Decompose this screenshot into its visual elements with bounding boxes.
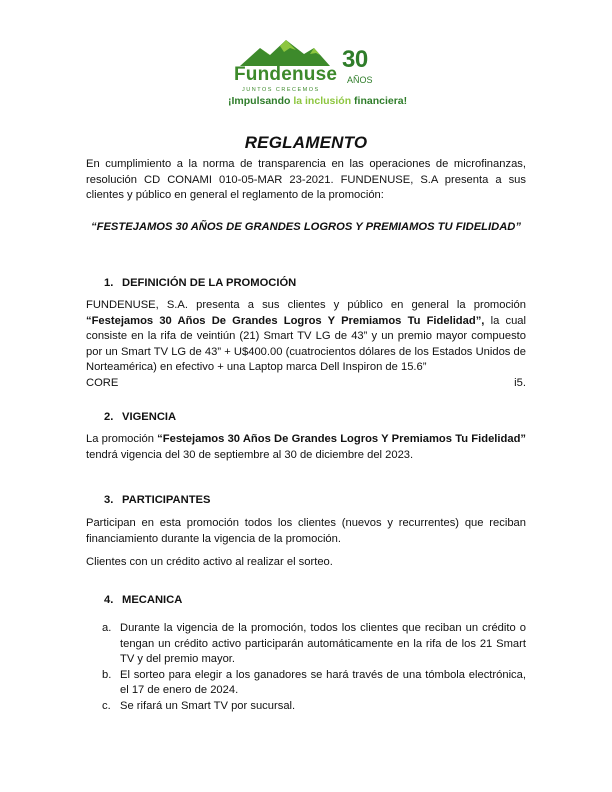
list-marker: c. (102, 699, 111, 712)
section-number: 3. (104, 494, 114, 506)
list-item (86, 699, 526, 715)
brand-name: Fundenuse (234, 64, 338, 85)
list-marker: a. (102, 622, 112, 634)
section-number: 4. (104, 594, 114, 606)
tagline (228, 95, 407, 107)
section-title: DEFINICIÓN DE LA PROMOCIÓN (122, 277, 297, 289)
paragraph-last-line (86, 376, 526, 392)
tagline-highlight: la inclusión (293, 95, 352, 107)
section-4-heading (104, 594, 182, 606)
tagline-pre: ¡Impulsando (228, 95, 294, 107)
section-1-paragraph (86, 298, 526, 391)
promo-title: “FESTEJAMOS 30 AÑOS DE GRANDES LOGROS Y PREMIAMOS TU FIDELIDAD” (91, 221, 521, 233)
section-title: MECANICA (122, 594, 183, 606)
list-item-text: Durante la vigencia de la promoción, todos los clientes que reciban un crédito o tengan un crédito activo participarán automáticamente en la rifa de los 21 Smart TV y del premio mayor. (120, 622, 526, 665)
section-1-heading (104, 277, 296, 289)
paragraph-text: CORE (86, 376, 119, 389)
paragraph-text: FUNDENUSE, S.A. presenta a sus clientes y público en general la promoción (86, 299, 526, 311)
list-marker: b. (102, 668, 112, 681)
promo-name-bold: “Festejamos 30 Años De Grandes Logros Y Premiamos Tu Fidelidad” (157, 433, 526, 445)
paragraph-text: i5. (514, 376, 526, 389)
tagline-post: financiera! (351, 95, 408, 107)
section-title: PARTICIPANTES (122, 494, 211, 506)
intro-paragraph: En cumplimiento a la norma de transparencia en las operaciones de microfinanzas, resolución CD CONAMI 010-05-MAR 23-2021. FUNDENUSE, S.A presenta a sus clientes y público en general el reglamento de la promoción: (86, 158, 526, 201)
section-number: 2. (104, 411, 114, 423)
section-2-paragraph (86, 432, 526, 463)
section-3-heading (104, 494, 210, 506)
page-title: REGLAMENTO (244, 133, 368, 152)
section-3-paragraph-2: Clientes con un crédito activo al realizar el sorteo. (86, 556, 333, 568)
list-item-text: El sorteo para elegir a los ganadores se hará través de una tómbola electrónica, el 17 de enero de 2024. (120, 668, 526, 696)
section-3-paragraph-1: Participan en esta promoción todos los clientes (nuevos y recurrentes) que reciban financiamiento durante la vigencia de la promoción. (86, 517, 526, 545)
brand-slogan: JUNTOS CRECEMOS (242, 87, 320, 93)
section-title: VIGENCIA (122, 411, 177, 423)
promo-name-bold: “Festejamos 30 Años De Grandes Logros Y Premiamos Tu Fidelidad”, (86, 314, 485, 327)
list-item (86, 668, 526, 699)
paragraph-text: La promoción (86, 433, 158, 445)
section-2-heading (104, 411, 176, 423)
section-number: 1. (104, 277, 114, 289)
paragraph-text: tendrá vigencia del 30 de septiembre al 30 de diciembre del 2023. (86, 448, 414, 461)
mountain-icon (240, 40, 330, 66)
mechanics-list (86, 621, 526, 714)
paragraph-text: la cual consiste en la rifa de veintiún (21) Smart TV LG de 43” y un premio mayor compuesto por un Smart TV LG de 43” + U$400.00 (cuatrocientos dólares de los Estados Unidos de Norteamérica) en efectivo + una Laptop marca Dell Inspiron de 15.6” (86, 314, 526, 373)
list-item (86, 621, 526, 668)
anniversary-number: 30 (342, 46, 368, 73)
anniversary-word: AÑOS (347, 75, 373, 85)
list-item-text: Se rifará un Smart TV por sucursal. (120, 699, 296, 712)
